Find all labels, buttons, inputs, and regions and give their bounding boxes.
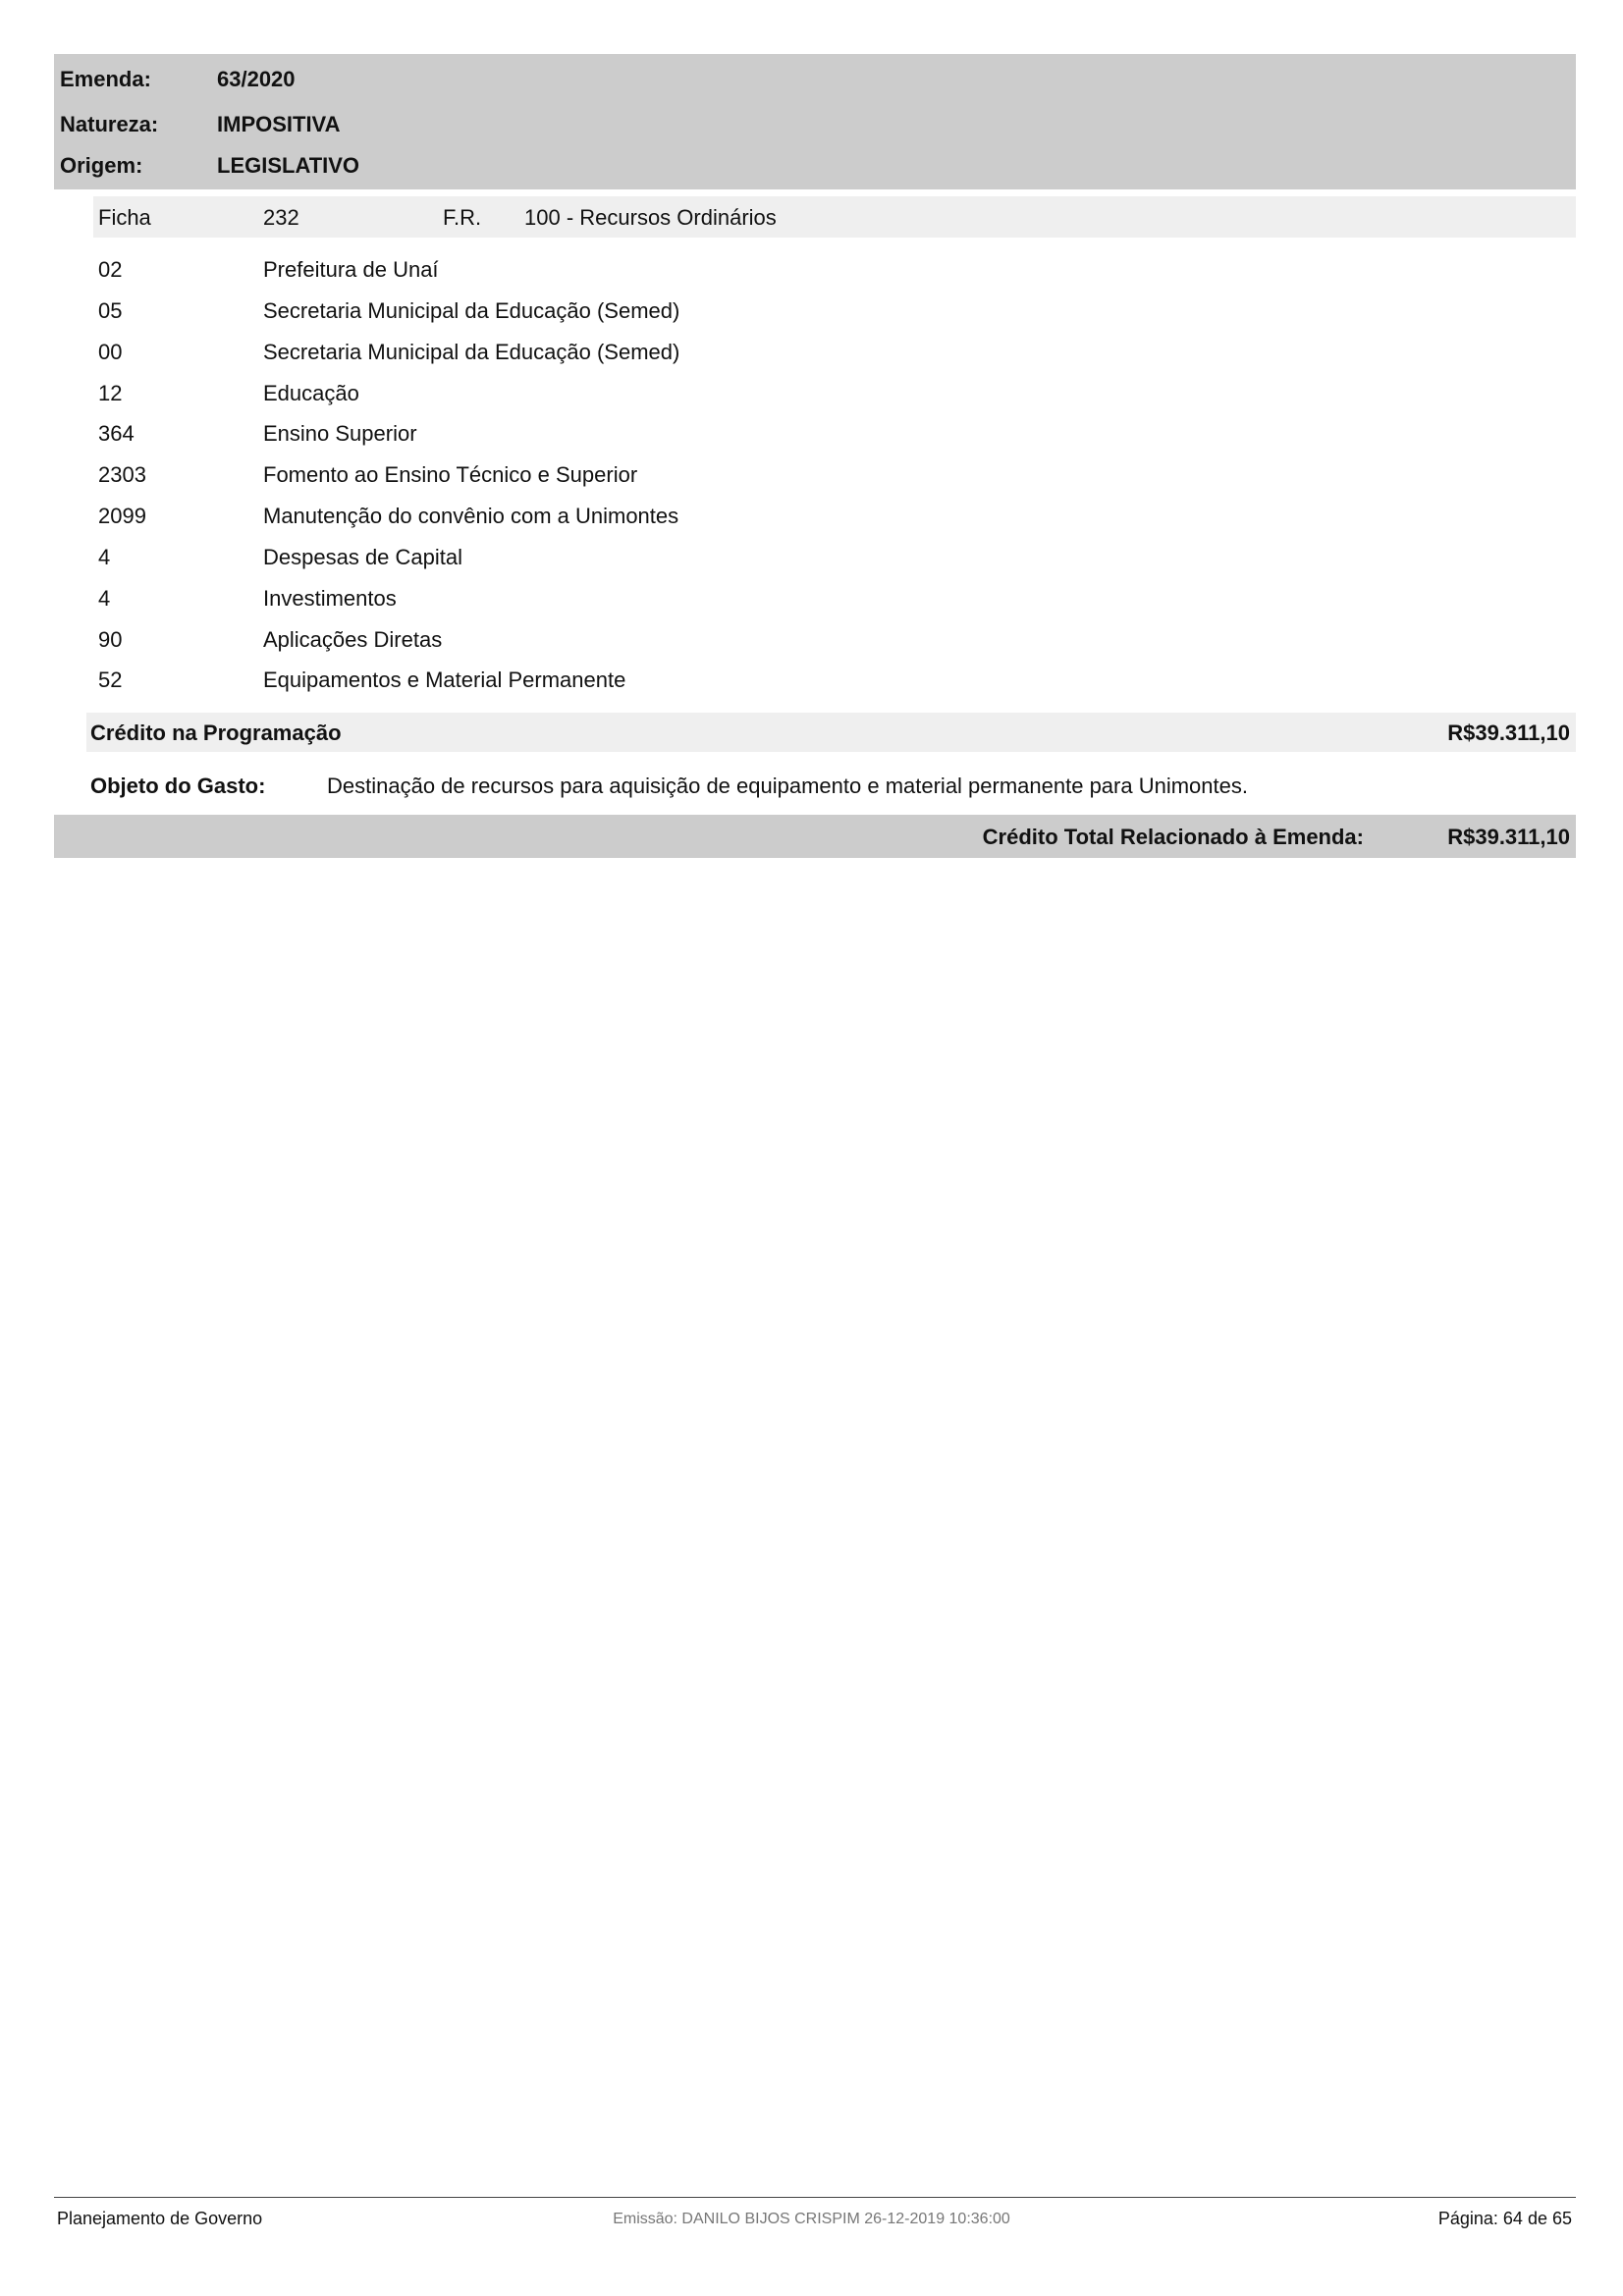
item-desc: Equipamentos e Material Permanente [263,667,626,692]
ficha-label: Ficha [98,205,151,230]
credito-programacao [86,713,1576,752]
footer-divider [54,2197,1576,2198]
total-label: Crédito Total Relacionado à Emenda: [982,825,1364,849]
item-desc: Educação [263,381,359,405]
origem-label: Origem: [60,153,143,178]
item-code: 2099 [98,504,146,528]
credito-total [54,815,1576,858]
objeto-text: Destinação de recursos para aquisição de equipamento e material permanente para Unimontes. [327,774,1248,798]
footer-emission: Emissão: DANILO BIJOS CRISPIM 26-12-2019 10:36:00 [613,2211,1010,2227]
natureza-value: IMPOSITIVA [217,112,341,136]
ficha-value: 232 [263,205,299,230]
emenda-value: 63/2020 [217,67,296,91]
natureza-label: Natureza: [60,112,159,136]
item-desc: Aplicações Diretas [263,627,443,652]
item-desc: Ensino Superior [263,421,417,446]
emenda-header [54,54,1576,189]
item-desc: Manutenção do convênio com a Unimontes [263,504,679,528]
item-code: 4 [98,545,111,569]
item-desc: Secretaria Municipal da Educação (Semed) [263,298,680,323]
item-code: 12 [98,381,123,405]
credito-label: Crédito na Programação [90,721,342,745]
item-desc: Prefeitura de Unaí [263,257,439,282]
item-code: 90 [98,627,123,652]
item-desc: Despesas de Capital [263,545,463,569]
item-code: 4 [98,586,111,611]
footer-page-number: Página: 64 de 65 [1437,2209,1572,2228]
credito-amount: R$39.311,10 [1447,721,1570,745]
fr-label: F.R. [443,205,482,230]
objeto-label: Objeto do Gasto: [90,774,266,798]
item-code: 05 [98,298,123,323]
origem-value: LEGISLATIVO [217,153,360,178]
emenda-label: Emenda: [60,67,151,91]
item-desc: Secretaria Municipal da Educação (Semed) [263,340,680,364]
item-desc: Investimentos [263,586,397,611]
item-code: 00 [98,340,123,364]
ficha-bar [93,196,1576,238]
item-code: 364 [98,421,135,446]
item-code: 52 [98,667,123,692]
fr-value: 100 - Recursos Ordinários [524,205,777,230]
item-desc: Fomento ao Ensino Técnico e Superior [263,462,638,487]
total-amount: R$39.311,10 [1447,825,1570,849]
item-code: 02 [98,257,123,282]
footer-department: Planejamento de Governo [57,2209,263,2228]
item-code: 2303 [98,462,146,487]
